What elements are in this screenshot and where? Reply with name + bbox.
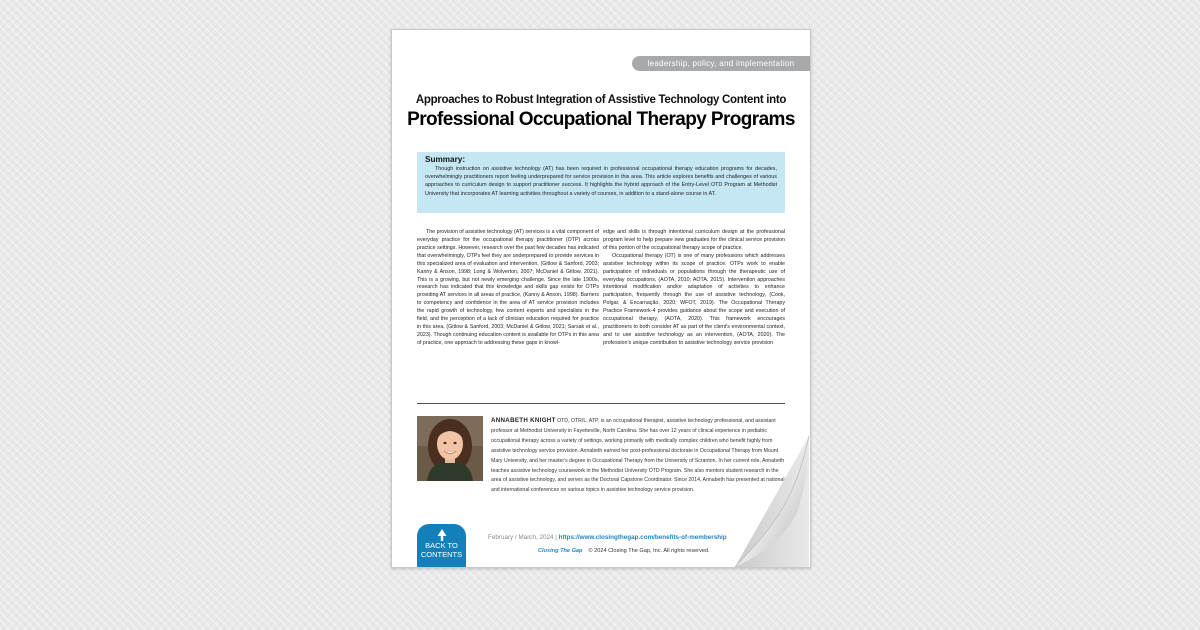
author-photo — [417, 416, 483, 481]
author-bio-text: OTD, OTR/L, ATP, is an occupational therapist, assistive technology professional, and assistant professor at Methodist University in Fayetteville, North Carolina. She has over 12 years of clinical experience in pediatric occupational therapy across a variety of settings, working primarily with medically complex children who benefit highly from assistive technology service provision. Annabeth earned her post-professional doctorate in Occupational Therapy from Mount Mary University, and her master's degree in Occupational Therapy from the University of Scranton. In her current role, Annabeth teaches assistive technology coursework in the Methodist University OTD Program. She also mentors student research in the area of assistive technology, and serves as the Doctoral Capstone Coordinator. Since 2014, Annabeth has presented at national and international conferences on various topics in assistive technology service provision. — [491, 418, 785, 494]
divider — [417, 403, 785, 404]
paragraph: Occupational therapy (OT) is one of many professions which addresses assistive technology within its scope of practice. OTPs work to enable participation of individuals or populations through the therapeutic use of everyday occupations, (AOTA, 2010; AOTA, 2015). Intervention approaches intentional modification and/or adaptation of activities to enhance participation, frequently through the use of assistive technology, (Cook, Polgar, & Encarnação, 2020; WFOT, 2019). The Occupational Therapy Practice Framework-4 provides guidance about the scope and execution of occupational therapy, (AOTA, 2020). This framework encourages practitioners to both consider AT as part of the client's environmental context, and to use assistive technology as an intervention, (AOTA, 2020). The profession's unique contribution to assistive technology service provision — [603, 252, 785, 346]
footer-separator: | — [555, 534, 557, 541]
issue-date: February / March, 2024 — [488, 534, 554, 541]
summary-box — [417, 152, 785, 213]
article-title-line2: Professional Occupational Therapy Programs — [407, 109, 795, 130]
paragraph: edge and skills is through intentional curriculum design at the professional program level to help prepare new graduates for the clinical service provision of this portion of the occupational therapy scope of practice. — [603, 229, 785, 251]
tree-arrow-icon — [437, 529, 447, 541]
summary-text: Though instruction on assistive technology (AT) has been required in professional occupational therapy education programs for decades, overwhelmingly practitioners report feeling underprepared for service provision in this area. This article explores benefits and challenges of various approaches to curriculum design to support practitioner success. It highlights the hybrid approach of the Entry-Level OTD Program at Methodist University that incorporates AT learning activities throughout a variety of courses, in addition to a stand-alone course in AT. — [425, 166, 777, 197]
membership-link[interactable]: https://www.closingthegap.com/benefits-of-membership — [558, 534, 727, 541]
footer-issue-line — [488, 534, 768, 541]
summary-heading: Summary: — [425, 155, 466, 164]
body-column-left — [417, 229, 599, 348]
author-name: ANNABETH KNIGHT — [491, 417, 556, 424]
body-column-right — [603, 229, 785, 348]
footer-copyright-line — [538, 548, 710, 554]
back-button-label-line1: BACK TO — [425, 541, 458, 550]
back-to-contents-button[interactable] — [417, 524, 466, 568]
section-tag: leadership, policy, and implementation — [632, 56, 810, 71]
copyright-text: © 2024 Closing The Gap, Inc. All rights reserved. — [588, 548, 710, 554]
paragraph: The provision of assistive technology (AT) services is a vital component of everyday practice for the occupational therapy practitioner (OTP) across practice settings. However, research over the past few decades has indicated that overwhelmingly, OTPs feel they are underprepared to provide services in this specialized area of evaluation and intervention, (Gitlow & Sanford, 2003; Kanny & Anson, 1998; Long & Wolverton, 2007; McDaniel & Gitlow, 2021). This is a growing, but not newly emerging challenge. Since the late 1900s, research has indicated that this knowledge and skills gap exists for OTPs providing AT services in all areas of practice, (Kanny & Anson, 1998). Barriers to competency and confidence in the area of AT service provision includes the rapid growth of technology, few content experts and specialists in the field, and the perception of a lack of clinician education required for practice in this area, (Gitlow & Sanford, 2003; McDaniel & Gitlow, 2021; Sarsak et al., 2023). Though continuing education content is available for OTPs in this area of practice, one approach to addressing these gaps in knowl- — [417, 229, 600, 346]
page-curl-icon — [735, 436, 810, 567]
back-button-label-line2: CONTENTS — [420, 550, 463, 559]
article-title-line1: Approaches to Robust Integration of Assistive Technology Content into — [415, 94, 787, 106]
closing-the-gap-logo: Closing The Gap — [538, 548, 583, 554]
